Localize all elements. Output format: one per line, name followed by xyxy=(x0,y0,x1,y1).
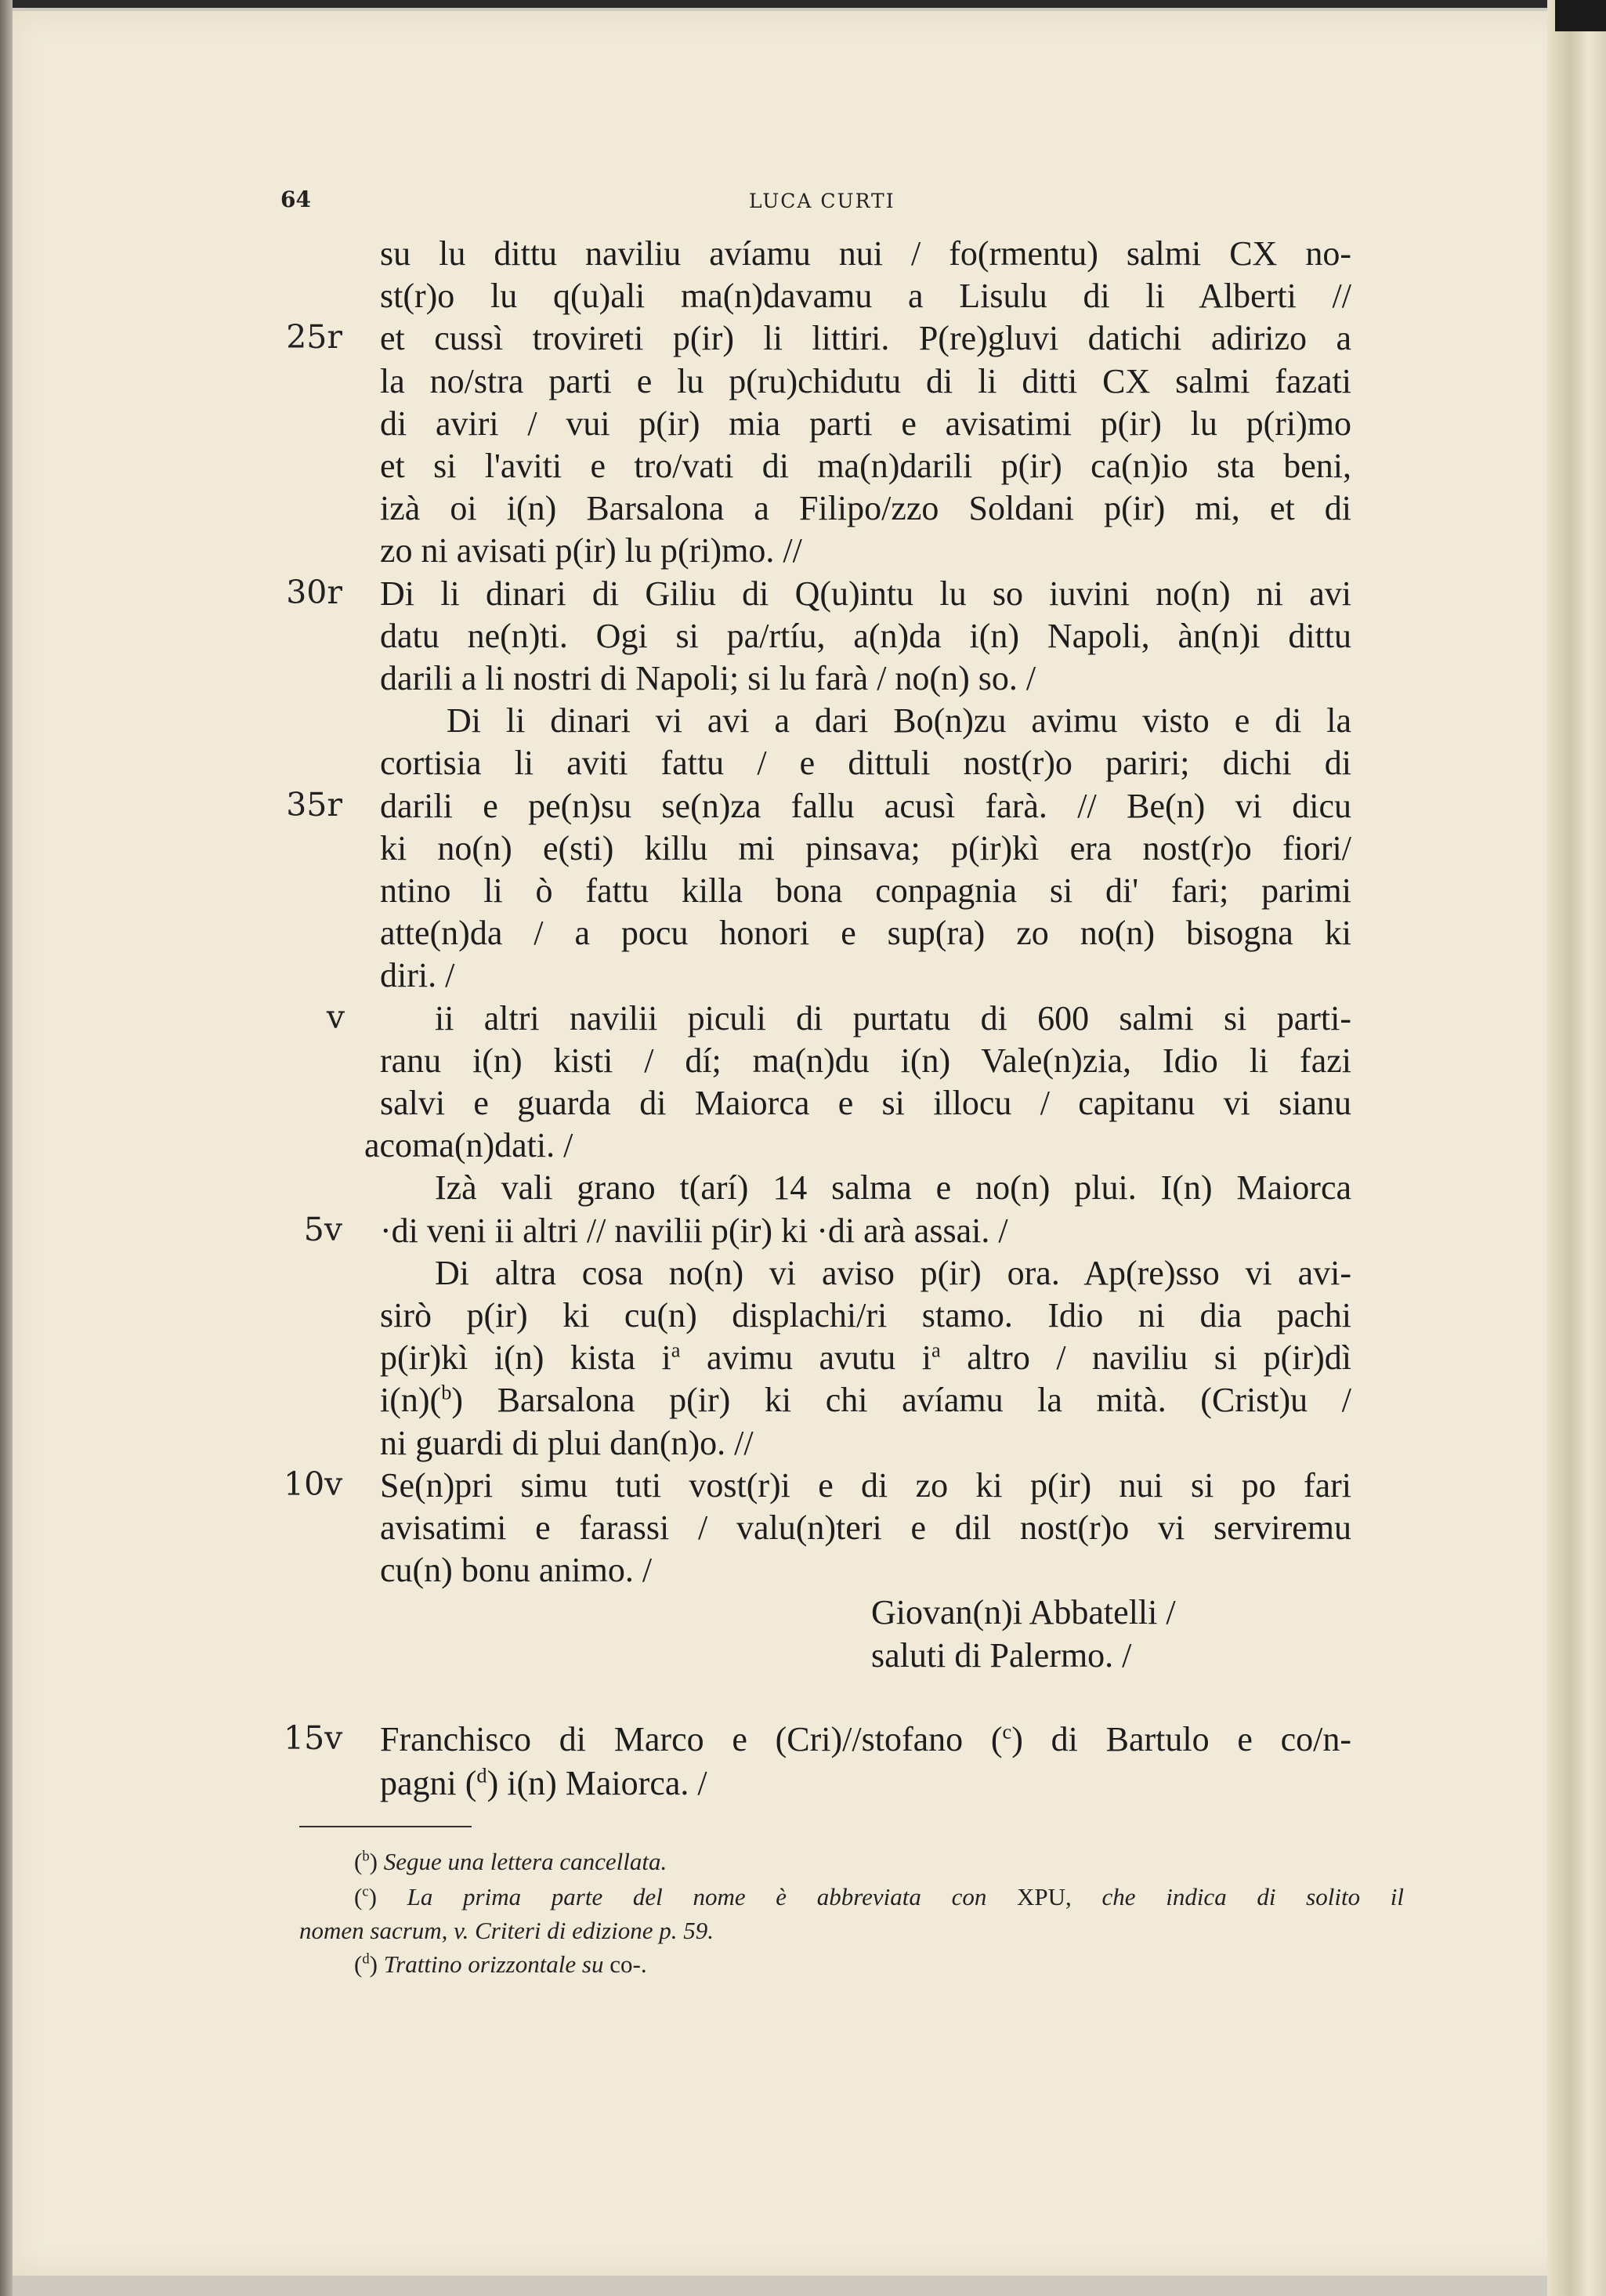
page-number: 64 xyxy=(280,187,311,212)
line-text xyxy=(380,828,1351,868)
superscript-mark: a xyxy=(671,1338,681,1362)
text-segment: st(r)o lu q(u)ali ma(n)davamu a Lisulu di li Alberti // xyxy=(380,277,1351,316)
footnote-italic: Segue una lettera cancellata. xyxy=(383,1848,667,1875)
text-segment: ki no(n) e(sti) killu mi pinsava; p(ir)kì era nost(r)o fiori/ xyxy=(380,828,1351,867)
line-text xyxy=(447,701,1351,741)
footnote-mark: c xyxy=(362,1883,369,1900)
line-text xyxy=(380,955,454,995)
text-segment: acoma(n)dati. / xyxy=(364,1126,573,1165)
text-line xyxy=(0,361,1559,404)
text-segment: ) i(n) Maiorca. / xyxy=(487,1764,707,1802)
line-text xyxy=(380,574,1351,614)
text-segment: diri. / xyxy=(380,956,455,995)
footnote xyxy=(0,1848,1559,1879)
text-line xyxy=(0,1508,1559,1550)
signature-text: saluti di Palermo. / xyxy=(871,1635,1132,1675)
footnote-italic: Trattino orizzontale su xyxy=(383,1950,604,1978)
line-text xyxy=(380,786,1351,826)
text-segment: Di li dinari di Giliu di Q(u)intu lu so iuvini no(n) ni avi xyxy=(380,574,1351,613)
text-segment: Franchisco di Marco e (Cri)//stofano ( xyxy=(380,1720,1003,1758)
line-number-marker: 10v xyxy=(284,1465,343,1503)
text-segment: datu ne(n)ti. Ogi si pa/rtíu, a(n)da i(n) Napoli, àn(n)i dittu xyxy=(380,616,1351,655)
text-segment: izà oi i(n) Barsalona a Filipo/zzo Soldani p(ir) mi, et di xyxy=(380,489,1351,528)
footnote-roman: XPU, xyxy=(1017,1883,1072,1910)
line-text xyxy=(380,276,1351,316)
line-text xyxy=(380,1338,1351,1378)
line-text xyxy=(380,234,1351,273)
footnote-italic: che indica di solito il xyxy=(1101,1883,1404,1910)
line-text xyxy=(380,1423,754,1463)
line-text xyxy=(435,998,1351,1038)
text-segment: avisatimi e farassi / valu(n)teri e dil nost(r)o vi serviremu xyxy=(380,1508,1351,1547)
line-number-marker: 15v xyxy=(284,1719,343,1757)
text-line xyxy=(0,1083,1559,1125)
text-segment: Di altra cosa no(n) vi aviso p(ir) ora. Ap(re)sso vi avi- xyxy=(435,1253,1351,1292)
text-segment: Izà vali grano t(arí) 14 salma e no(n) plui. I(n) Maiorca xyxy=(435,1168,1351,1208)
text-line xyxy=(0,1465,1559,1508)
address-text xyxy=(380,1763,707,1803)
line-text xyxy=(380,318,1351,358)
footnote-text: ($^d$) Trattino orizzontale su co-. xyxy=(354,1950,647,1978)
text-segment: ) Barsalona p(ir) ki chi avíamu la mità. (Crist)u / xyxy=(451,1381,1351,1420)
text-line xyxy=(0,1380,1559,1422)
superscript-mark: a xyxy=(931,1338,941,1362)
footnote-roman: co-. xyxy=(609,1950,647,1978)
text-line xyxy=(0,1253,1559,1295)
line-text xyxy=(380,1465,1351,1505)
footnote-text: ($^c$) La prima parte del nome è abbreviata con XPU, che indica di solito il xyxy=(354,1883,1404,1910)
text-line xyxy=(0,1423,1559,1465)
text-line xyxy=(0,743,1559,785)
line-number-marker: 25r xyxy=(286,318,342,357)
line-number-marker: 35r xyxy=(286,785,342,824)
footnote-rule xyxy=(299,1826,472,1827)
text-line xyxy=(0,318,1559,360)
text-segment: ntino li ò fattu killa bona conpagnia si di' fari; parimi xyxy=(380,871,1351,910)
line-text xyxy=(380,446,1351,486)
footnote xyxy=(0,1950,1559,1982)
running-head xyxy=(0,187,1559,218)
signature-line xyxy=(0,1635,1559,1678)
text-segment: p(ir)kì i(n) kista i xyxy=(380,1338,671,1378)
footnote-italic: La prima parte del nome è abbreviata con xyxy=(407,1883,987,1910)
text-segment: zo ni avisati p(ir) lu p(ri)mo. // xyxy=(380,531,802,570)
running-title: LUCA CURTI xyxy=(749,190,895,212)
footnote-mark: b xyxy=(362,1848,370,1865)
text-segment: avimu avutu i xyxy=(680,1338,931,1378)
line-number-marker: 5v xyxy=(303,1210,342,1248)
line-text xyxy=(380,1550,652,1590)
text-line xyxy=(0,955,1559,998)
text-segment: altro / naviliu si p(ir)dì xyxy=(940,1338,1352,1378)
text-line xyxy=(0,1338,1559,1380)
text-segment: cu(n) bonu animo. / xyxy=(380,1551,653,1590)
line-text xyxy=(364,1125,573,1165)
text-line xyxy=(0,701,1559,743)
text-line xyxy=(0,404,1559,446)
line-number-marker: v xyxy=(326,998,345,1036)
text-line xyxy=(0,1550,1559,1592)
text-segment: sirò p(ir) ki cu(n) displachi/ri stamo. Idio ni dia pachi xyxy=(380,1296,1351,1335)
superscript-mark: d xyxy=(476,1763,487,1787)
line-text xyxy=(380,658,1036,698)
text-segment: la no/stra parti e lu p(ru)chidutu di li ditti CX salmi fazati xyxy=(380,361,1351,400)
text-line xyxy=(0,1041,1559,1083)
text-segment: ii altri navilii piculi di purtatu di 600 salmi si parti- xyxy=(435,998,1351,1038)
text-line xyxy=(0,871,1559,913)
line-text xyxy=(380,1211,1008,1251)
text-segment: ni guardi di plui dan(n)o. // xyxy=(380,1423,754,1462)
text-line xyxy=(0,488,1559,531)
text-segment: atte(n)da / a pocu honori e sup(ra) zo no(n) bisogna ki xyxy=(380,914,1351,953)
line-number-marker: 30r xyxy=(286,573,342,611)
line-text xyxy=(380,913,1351,953)
text-segment: et si l'aviti e tro/vati di ma(n)darili p(ir) ca(n)io sta beni, xyxy=(380,447,1351,485)
text-segment: darili a li nostri di Napoli; si lu farà / no(n) so. / xyxy=(380,659,1036,697)
text-line xyxy=(0,446,1559,488)
superscript-mark: b xyxy=(441,1380,452,1404)
text-line xyxy=(0,828,1559,871)
line-text xyxy=(380,404,1351,444)
text-line xyxy=(0,276,1559,318)
line-text xyxy=(380,1295,1351,1335)
text-line xyxy=(0,998,1559,1041)
text-segment: ranu i(n) kisti / dí; ma(n)du i(n) Vale(n)zia, Idio li fazi xyxy=(380,1041,1351,1080)
line-text xyxy=(380,871,1351,911)
text-segment: pagni ( xyxy=(380,1764,477,1802)
text-segment: i(n)( xyxy=(380,1381,442,1420)
line-text xyxy=(380,1041,1351,1081)
address-line xyxy=(0,1719,1559,1762)
text-line xyxy=(0,234,1559,276)
footnote-mark: d xyxy=(362,1950,370,1968)
text-segment: ) di Bartulo e co/n- xyxy=(1011,1720,1351,1758)
line-text xyxy=(380,361,1351,401)
address-text xyxy=(380,1719,1351,1759)
superscript-mark: c xyxy=(1002,1719,1012,1744)
footnote xyxy=(0,1917,1559,1948)
line-text xyxy=(435,1168,1351,1208)
text-line xyxy=(0,1211,1559,1253)
scan-top-edge xyxy=(0,0,1606,8)
text-line xyxy=(0,658,1559,701)
footnote-text: ($^b$) Segue una lettera cancellata. xyxy=(354,1848,667,1875)
signature-line xyxy=(0,1592,1559,1635)
signature-text: Giovan(n)i Abbatelli / xyxy=(871,1593,1176,1632)
footnote-italic: nomen sacrum, v. Criteri di edizione p. 59. xyxy=(299,1917,714,1944)
footnote xyxy=(0,1883,1559,1914)
text-line xyxy=(0,616,1559,658)
text-segment: cortisia li aviti fattu / e dittuli nost(r)o pariri; dichi di xyxy=(380,744,1351,783)
line-text xyxy=(380,616,1351,656)
text-segment: ·di veni ii altri // navilii p(ir) ki ·di arà assai. / xyxy=(380,1211,1008,1250)
text-segment: Se(n)pri simu tuti vost(r)i e di zo ki p(ir) nui si po fari xyxy=(380,1465,1351,1505)
text-segment: su lu dittu naviliu avíamu nui / fo(rmentu) salmi CX no- xyxy=(380,234,1351,273)
text-segment: Di li dinari vi avi a dari Bo(n)zu avimu visto e di la xyxy=(447,701,1351,741)
text-line xyxy=(0,1168,1559,1210)
line-text xyxy=(380,1508,1351,1548)
text-segment: darili e pe(n)su se(n)za fallu acusì farà. // Be(n) vi dicu xyxy=(380,786,1351,825)
text-segment: di aviri / vui p(ir) mia parti e avisatimi p(ir) lu p(ri)mo xyxy=(380,404,1351,443)
text-segment: salvi e guarda di Maiorca e si illocu / capitanu vi sianu xyxy=(380,1084,1351,1122)
text-line xyxy=(0,1295,1559,1338)
text-segment: et cussì trovireti p(ir) li littiri. P(re)gluvi datichi adirizo a xyxy=(380,319,1351,358)
text-line xyxy=(0,1125,1559,1168)
text-line xyxy=(0,913,1559,955)
footnote-text xyxy=(299,1917,714,1945)
scan-corner xyxy=(1555,0,1606,31)
line-text xyxy=(380,1083,1351,1123)
text-line xyxy=(0,574,1559,616)
line-text xyxy=(380,531,802,570)
line-text xyxy=(380,743,1351,783)
line-text xyxy=(380,488,1351,528)
line-text xyxy=(435,1253,1351,1293)
text-line xyxy=(0,531,1559,573)
text-line xyxy=(0,786,1559,828)
address-line xyxy=(0,1763,1559,1805)
line-text xyxy=(380,1380,1351,1420)
